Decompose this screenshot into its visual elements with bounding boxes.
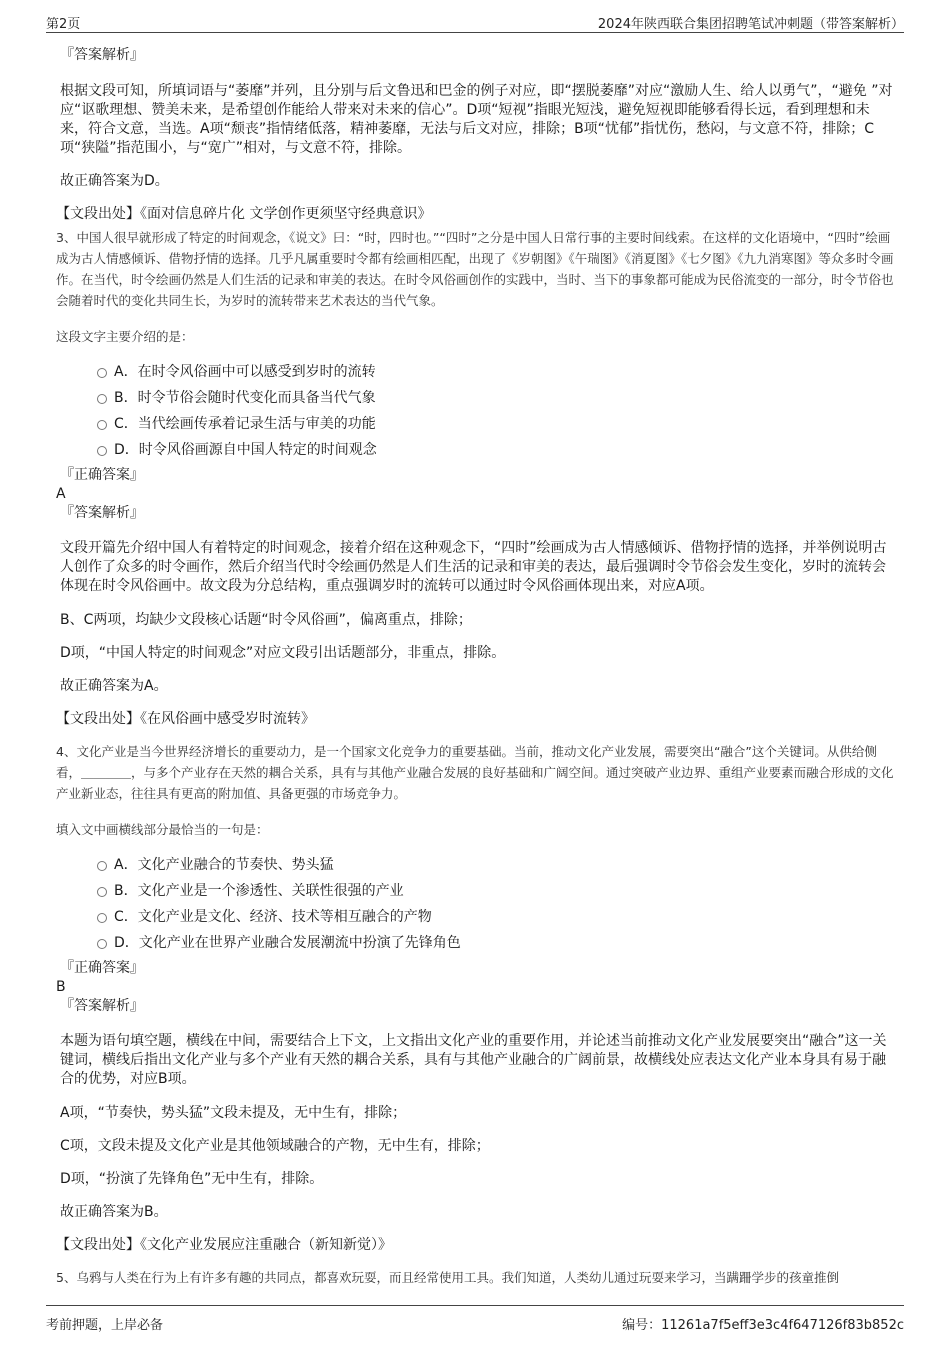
q4-analysis-1: 本题为语句填空题，横线在中间，需要结合上下文，上文指出文化产业的重要作用，并论述当前推动文化产业发展要突出“融合”这一关键词，横线后指出文化产业与多个产业有天然的耦合关系，具有与其他产业融合的广阔前景，故横线处应表达文化产业本身具有易于融合的优势，对应B项。: [60, 1033, 887, 1087]
radio-icon[interactable]: [97, 368, 107, 378]
q3-analysis-label: 『答案解析』: [60, 505, 144, 521]
q3-prompt: 这段文字主要介绍的是：: [56, 329, 194, 344]
q3-answer: A: [56, 486, 66, 502]
q2-analysis-label: 『答案解析』: [60, 47, 144, 63]
radio-icon[interactable]: [97, 446, 107, 456]
q4-option-a[interactable]: A．文化产业融合的节奏快、势头猛: [56, 852, 896, 878]
q4-analysis-4: D项，“扮演了先锋角色”无中生有，排除。: [60, 1171, 324, 1187]
q3-option-a[interactable]: A．在时令风俗画中可以感受到岁时的流转: [56, 359, 896, 385]
q4-answer-label: 『正确答案』: [60, 960, 144, 976]
radio-icon[interactable]: [97, 394, 107, 404]
q3-option-c[interactable]: C．当代绘画传承着记录生活与审美的功能: [56, 411, 896, 437]
q3-source: 【文段出处】《在风俗画中感受岁时流转》: [56, 711, 315, 727]
q4-analysis-label: 『答案解析』: [60, 998, 144, 1014]
q4-option-b[interactable]: B．文化产业是一个渗透性、关联性很强的产业: [56, 878, 896, 904]
q2-analysis-text: 根据文段可知，所填词语与“萎靡”并列，且分别与后文鲁迅和巴金的例子对应，即“摆脱萎靡”对应“激励人生、给人以勇气”，“避免 ”对应“讴歌理想、赞美未来，是希望创作能给人带来对未来的信心”。D项“短视”指眼光短浅，避免短视即能够看得长远，看到理想和未来，符合文意，当选。A项“颓丧”指情绪低落，精神萎靡，无法与后文对应，排除；B项“忧郁”指忧伤，愁闷，与文意不符，排除；C项“狭隘”指范围小，与“宽广”相对，与文意不符，排除。: [60, 83, 893, 156]
q3-question: 3、中国人很早就形成了特定的时间观念，《说文》曰：“时，四时也。”“四时”之分是中国人日常行事的主要时间线索。在这样的文化语境中，“四时”绘画成为古人情感倾诉、借物抒情的选择。几乎凡属重要时令都有绘画相匹配，出现了《岁朝图》《午瑞图》《消夏图》《七夕图》《九九消寒图》等众多时令画作。在当代，时令绘画仍然是人们生活的记录和审美的表达。在时令风俗画创作的实践中，当时、当下的事象都可能成为民俗流变的一部分，时令节俗也会随着时代的变化共同生长，为岁时的流转带来艺术表达的当代气象。: [56, 230, 894, 308]
q3-option-b[interactable]: B．时令节俗会随时代变化而具备当代气象: [56, 385, 896, 411]
radio-icon[interactable]: [97, 913, 107, 923]
radio-icon[interactable]: [97, 887, 107, 897]
q3-option-d[interactable]: D．时令风俗画源自中国人特定的时间观念: [56, 437, 896, 463]
q4-source: 【文段出处】《文化产业发展应注重融合（新知新觉）》: [56, 1237, 392, 1253]
q3-analysis-1: 文段开篇先介绍中国人有着特定的时间观念，接着介绍在这种观念下，“四时”绘画成为古人情感倾诉、借物抒情的选择，并举例说明古人创作了众多的时令画作，然后介绍当代时令绘画仍然是人们生活的记录和审美的表达，最后强调时令节俗会发生变化，岁时的流转会体现在时令风俗画中。故文段为分总结构，重点强调岁时的流转可以通过时令风俗画体现出来，对应A项。: [60, 540, 887, 594]
radio-icon[interactable]: [97, 420, 107, 430]
page-content: [56, 42, 896, 1300]
q4-answer: B: [56, 979, 66, 995]
q3-answer-label: 『正确答案』: [60, 467, 144, 483]
q4-prompt: 填入文中画横线部分最恰当的一句是：: [56, 822, 269, 837]
q2-conclusion: 故正确答案为D。: [60, 173, 169, 189]
q4-analysis-2: A项，“节奏快，势头猛”文段未提及，无中生有，排除；: [60, 1105, 407, 1121]
q5-question-partial: 5、乌鸦与人类在行为上有许多有趣的共同点，都喜欢玩耍，而且经常使用工具。我们知道，人类幼儿通过玩耍来学习，当蹒跚学步的孩童推倒: [56, 1270, 839, 1285]
q4-conclusion: 故正确答案为B。: [60, 1204, 168, 1220]
page-number: 第2页: [46, 17, 81, 32]
document-code: 编号：11261a7f5eff3e3c4f647126f83b852c: [622, 1318, 904, 1333]
q3-options: [56, 359, 896, 463]
radio-icon[interactable]: [97, 861, 107, 871]
page-header: [46, 10, 904, 33]
document-title: 2024年陕西联合集团招聘笔试冲刺题（带答案解析）: [597, 17, 904, 32]
page-footer: [46, 1305, 904, 1332]
q4-question: 4、文化产业是当今世界经济增长的重要动力，是一个国家文化竞争力的重要基础。当前，推动文化产业发展，需要突出“融合”这个关键词。从供给侧看，＿＿＿＿，与多个产业存在天然的耦合关系，具有与其他产业融合发展的良好基础和广阔空间。通过突破产业边界、重组产业要素而融合形成的文化产业新业态，往往具有更高的附加值、具备更强的市场竞争力。: [56, 744, 894, 801]
q2-source: 【文段出处】《面对信息碎片化 文学创作更须坚守经典意识》: [56, 206, 432, 222]
footer-slogan: 考前押题，上岸必备: [46, 1318, 164, 1333]
radio-icon[interactable]: [97, 939, 107, 949]
q4-option-d[interactable]: D．文化产业在世界产业融合发展潮流中扮演了先锋角色: [56, 930, 896, 956]
q3-analysis-3: D项，“中国人特定的时间观念”对应文段引出话题部分，非重点，排除。: [60, 645, 506, 661]
q4-option-c[interactable]: C．文化产业是文化、经济、技术等相互融合的产物: [56, 904, 896, 930]
q4-analysis-3: C项，文段未提及文化产业是其他领域融合的产物，无中生有，排除；: [60, 1138, 490, 1154]
q3-conclusion: 故正确答案为A。: [60, 678, 168, 694]
q3-analysis-2: B、C两项，均缺少文段核心话题“时令风俗画”，偏离重点，排除；: [60, 612, 472, 628]
q4-options: [56, 852, 896, 956]
